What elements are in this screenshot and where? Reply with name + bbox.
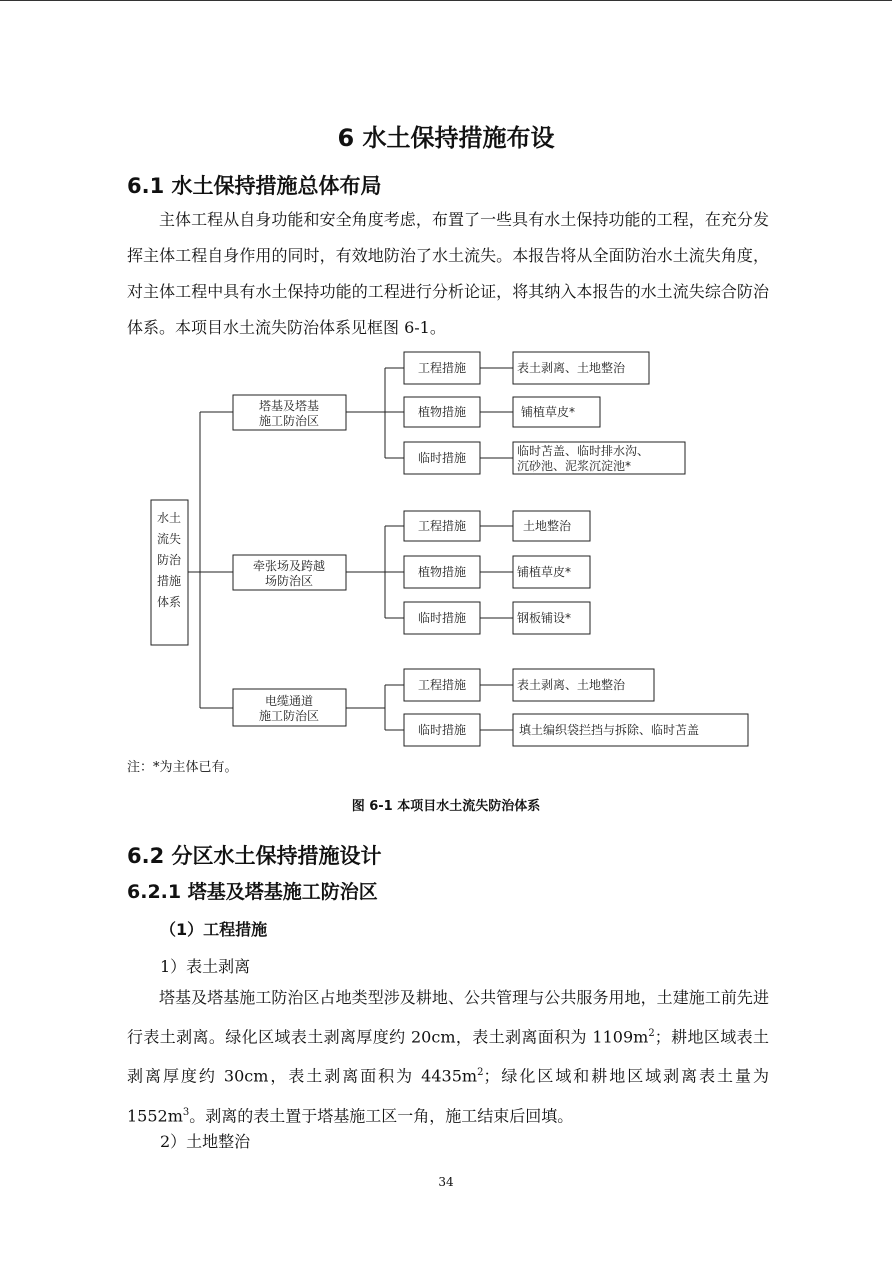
engineering-measures-heading: （1）工程措施 [160,920,268,939]
measure-detail-label: 表土剥离、土地整治 [517,361,626,375]
measure-detail-label: 沉砂池、泥浆沉淀池* [517,459,632,473]
measure-type-label: 临时措施 [417,451,467,465]
section-6-2-heading: 6.2 分区水土保持措施设计 [127,844,382,868]
measure-detail-label: 填土编织袋拦挡与拆除、临时苫盖 [519,723,700,737]
measure-detail-label: 铺植草皮* [517,565,572,579]
measure-detail-label: 临时苫盖、临时排水沟、 [517,444,650,458]
measure-detail-label: 钢板铺设* [517,611,572,625]
root-label-line-4: 措施 [156,574,182,588]
diagram-note: 注：*为主体已有。 [127,760,238,775]
zone-tension-label-2: 场防治区 [264,574,314,588]
topsoil-stripping-paragraph: 塔基及塔基施工防治区占地类型涉及耕地、公共管理与公共服务用地，土建施工前先进行表土剥离。绿化区域表土剥离厚度约 20cm，表土剥离面积为 $1109m^2$；耕地区域表土剥离厚度约 30cm，表土剥离面积为 $4435m^2$；绿化区域和耕地区域剥离表土量为 $1552m^3$。剥离的表土置于塔基施工区一角，施工结束后回填。 [127,988,769,1125]
measure-type-label: 临时措施 [417,723,467,737]
prevention-system-diagram [0,340,892,752]
measure-detail-label: 表土剥离、土地整治 [517,678,626,692]
page-number: 34 [438,1175,454,1189]
zone-tower-label-1: 塔基及塔基 [258,399,320,413]
measure-detail-label: 土地整治 [523,519,572,533]
zone-tension-label-1: 牵张场及跨越 [252,559,326,573]
measure-type-label: 植物措施 [417,565,467,579]
section-6-1-heading: 6.1 水土保持措施总体布局 [127,174,382,198]
measure-type-label: 植物措施 [417,405,467,419]
root-label-line-2: 流失 [156,532,182,546]
zone-tower-label-2: 施工防治区 [258,414,320,428]
subsection-6-2-1-heading: 6.2.1 塔基及塔基施工防治区 [127,881,378,903]
zone-cable-label-2: 施工防治区 [258,709,320,723]
volume-superscript: 3 [182,1106,190,1118]
measure-detail-label: 铺植草皮* [521,405,576,419]
root-label-line-3: 防治 [156,553,182,567]
zone-cable-label-1: 电缆通道 [264,694,314,708]
measure-type-label: 工程措施 [417,361,467,375]
measure-type-label: 工程措施 [417,519,467,533]
figure-caption: 图 6-1 本项目水土流失防治体系 [351,799,541,814]
page-top-rule [0,0,892,1]
item-1-heading: 1）表土剥离 [160,957,251,976]
area-superscript: 2 [648,1028,655,1039]
measure-type-label: 临时措施 [417,611,467,625]
area-superscript: 2 [477,1067,484,1079]
section-6-1-paragraph: 主体工程从自身功能和安全角度考虑，布置了一些具有水土保持功能的工程，在充分发挥主体工程自身作用的同时，有效地防治了水土流失。本报告将从全面防治水土流失角度，对主体工程中具有水土保持功能的工程进行分析论证，将其纳入本报告的水土流失综合防治体系。本项目水土流失防治体系见框图 6-1。 [127,210,769,337]
measure-type-label: 工程措施 [417,678,467,692]
root-label-line-1: 水土 [156,511,182,525]
chapter-title: 6 水土保持措施布设 [337,124,555,152]
item-2-heading: 2）土地整治 [160,1132,251,1151]
root-label-line-5: 体系 [156,595,182,609]
